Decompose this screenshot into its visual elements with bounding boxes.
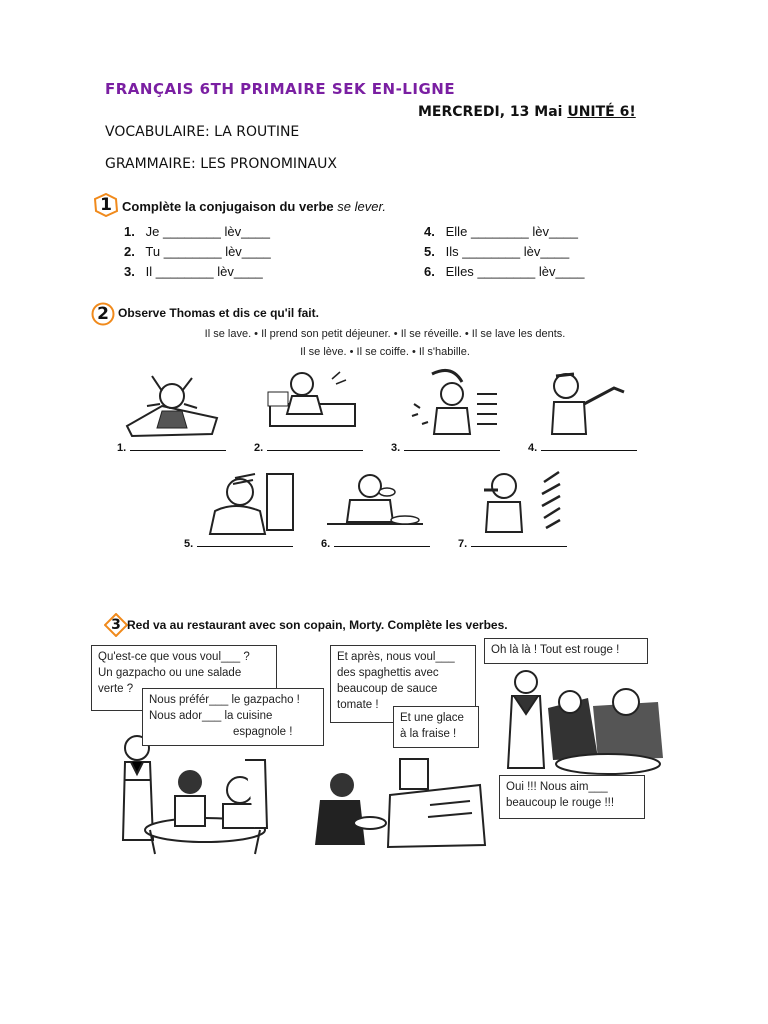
bubble-line: Et une glace: [400, 712, 464, 724]
exercise-1-instruction: [122, 199, 386, 214]
answer-number: 5.: [184, 538, 194, 550]
thomas-gets-dressed-illustration: [544, 364, 634, 436]
answer-line-3[interactable]: [391, 442, 500, 454]
answer-line-7[interactable]: [458, 538, 567, 550]
item-number: 1.: [124, 224, 135, 239]
answer-number: 1.: [117, 442, 127, 454]
restaurant-scene-1-illustration: [95, 730, 275, 856]
verb-stem: lèv____: [224, 224, 270, 239]
verb-bank-line-1: Il se lave. • Il prend son petit déjeuner. • Il se réveille. • Il se lave les dents.: [204, 328, 566, 340]
bubble-line: Un gazpacho ou une salade: [98, 667, 242, 679]
thomas-combs-hair-illustration: [205, 466, 297, 536]
answer-line-4[interactable]: [528, 442, 637, 454]
speech-bubble-waiter-2: [484, 638, 648, 664]
blank[interactable]: ________: [462, 244, 521, 259]
speech-bubble-red-3: [499, 775, 645, 819]
bubble-line: espagnole !: [233, 726, 293, 738]
thomas-brushes-teeth-illustration: [464, 462, 564, 534]
conjugation-item: [424, 244, 569, 259]
item-number: 4.: [424, 224, 435, 239]
answer-line-5[interactable]: [184, 538, 293, 550]
answer-number: 4.: [528, 442, 538, 454]
exercise-number: 2: [97, 304, 109, 324]
answer-number: 3.: [391, 442, 401, 454]
verb-stem: lèv____: [532, 224, 578, 239]
exercise-number: 3: [111, 617, 121, 633]
verb-bank-line-2: Il se lève. • Il se coiffe. • Il s'habille.: [300, 346, 470, 358]
restaurant-scene-2-illustration: [310, 745, 490, 851]
conjugation-item: [124, 224, 270, 239]
blank[interactable]: ________: [162, 224, 221, 239]
answer-number: 6.: [321, 538, 331, 550]
bubble-line: Nous ador___ la cuisine: [149, 710, 273, 722]
exercise-number: 1: [100, 195, 112, 215]
exercise-1-badge: [94, 193, 118, 217]
restaurant-scene-3-illustration: [498, 668, 668, 780]
blank[interactable]: ________: [155, 264, 214, 279]
worksheet-title: FRANÇAIS 6TH PRIMAIRE SEK EN-LIGNE: [105, 80, 456, 98]
speech-bubble-red-1: [142, 688, 324, 746]
exercise-3-instruction: Red va au restaurant avec son copain, Morty. Complète les verbes.: [127, 618, 508, 632]
speech-bubble-morty: [393, 706, 479, 748]
bubble-line: tomate !: [337, 699, 379, 711]
verb-stem: lèv____: [225, 244, 271, 259]
bubble-line: Oh là là ! Tout est rouge !: [491, 644, 620, 656]
thomas-wakes-up-illustration: [122, 366, 222, 438]
answer-line-2[interactable]: [254, 442, 363, 454]
thomas-breakfast-illustration: [325, 464, 425, 534]
bubble-line: Qu'est-ce que vous voul___ ?: [98, 651, 250, 663]
bubble-line: Et après, nous voul___: [337, 651, 455, 663]
date-line: [418, 104, 636, 120]
verb-stem: lèv____: [523, 244, 570, 259]
exercise-3-badge: [104, 613, 128, 637]
bubble-line: verte ?: [98, 683, 134, 695]
date: MERCREDI, 13 Mai: [418, 104, 563, 120]
item-number: 5.: [424, 244, 435, 259]
instruction-text: Complète la conjugaison du verbe: [122, 199, 334, 214]
item-number: 3.: [124, 264, 135, 279]
blank[interactable]: ________: [470, 224, 529, 239]
item-number: 6.: [424, 264, 435, 279]
pronoun: Il: [145, 264, 153, 279]
pronoun: Ils: [445, 244, 459, 259]
conjugation-item: [424, 224, 578, 239]
blank[interactable]: ________: [163, 244, 222, 259]
bubble-line: beaucoup de sauce: [337, 683, 438, 695]
conjugation-item: [124, 244, 271, 259]
grammar-line: GRAMMAIRE: LES PRONOMINAUX: [105, 156, 337, 172]
item-number: 2.: [124, 244, 135, 259]
thomas-washes-illustration: [402, 364, 502, 436]
bubble-line: beaucoup le rouge !!!: [506, 797, 615, 809]
answer-line-6[interactable]: [321, 538, 430, 550]
thomas-gets-up-illustration: [262, 364, 362, 436]
blank[interactable]: ________: [477, 264, 536, 279]
verb-stem: lèv____: [217, 264, 263, 279]
verb-stem: lèv____: [538, 264, 585, 279]
pronoun: Elles: [445, 264, 474, 279]
conjugation-item: [124, 264, 263, 279]
exercise-2-instruction: Observe Thomas et dis ce qu'il fait.: [118, 306, 319, 320]
verb-text: se lever.: [337, 199, 386, 214]
bubble-line: Oui !!! Nous aim___: [506, 781, 608, 793]
pronoun: Je: [145, 224, 160, 239]
bubble-line: Nous préfér___ le gazpacho !: [149, 694, 300, 706]
bubble-line: des spaghettis avec: [337, 667, 439, 679]
pronoun: Elle: [445, 224, 468, 239]
answer-number: 2.: [254, 442, 264, 454]
unit: UNITÉ 6!: [567, 104, 636, 120]
pronoun: Tu: [145, 244, 161, 259]
conjugation-item: [424, 264, 584, 279]
answer-line-1[interactable]: [117, 442, 226, 454]
answer-number: 7.: [458, 538, 468, 550]
vocabulary-line: VOCABULAIRE: LA ROUTINE: [105, 124, 300, 140]
exercise-2-badge: [91, 302, 115, 326]
bubble-line: à la fraise !: [400, 728, 457, 740]
